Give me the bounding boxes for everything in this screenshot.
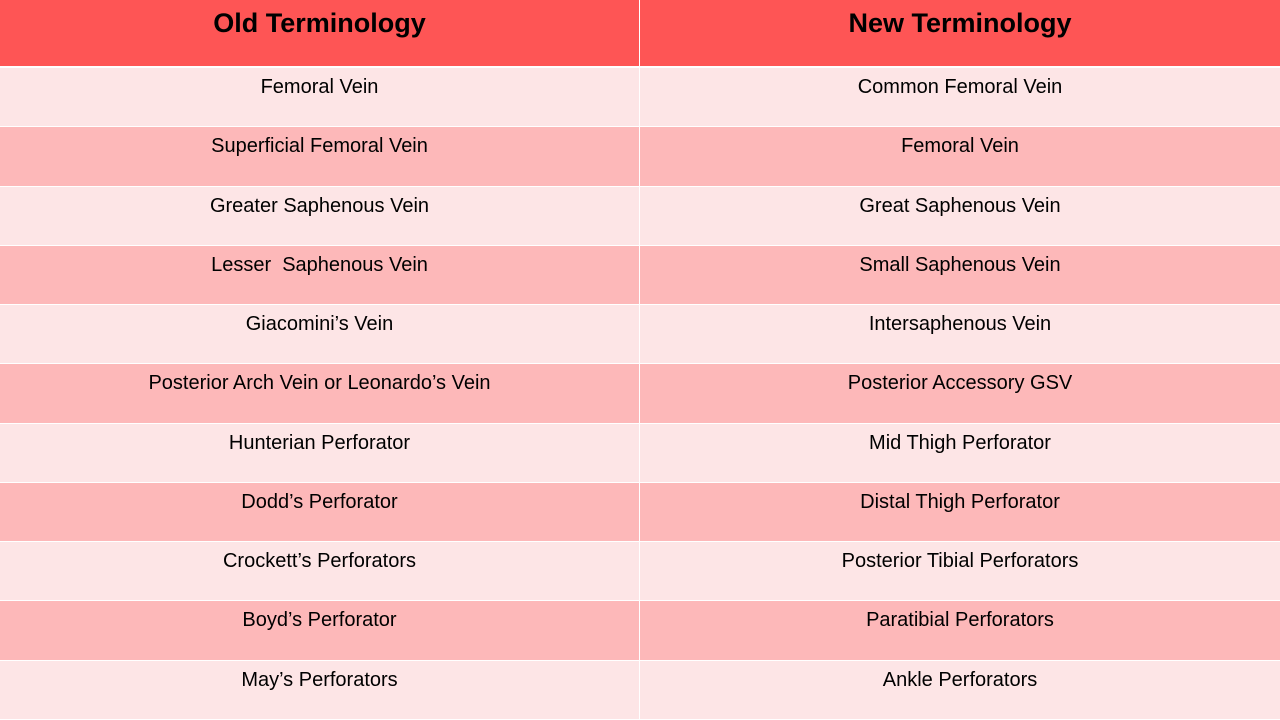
old-term-cell: Posterior Arch Vein or Leonardo’s Vein (0, 364, 640, 423)
old-term-cell: Dodd’s Perforator (0, 483, 640, 542)
new-term-cell: Posterior Accessory GSV (640, 364, 1280, 423)
old-term-cell: May’s Perforators (0, 661, 640, 720)
new-term-cell: Mid Thigh Perforator (640, 424, 1280, 483)
new-term-cell: Great Saphenous Vein (640, 187, 1280, 246)
old-term-cell: Greater Saphenous Vein (0, 187, 640, 246)
header-old-terminology: Old Terminology (0, 0, 640, 68)
new-term-cell: Intersaphenous Vein (640, 305, 1280, 364)
new-term-cell: Ankle Perforators (640, 661, 1280, 720)
old-term-cell: Boyd’s Perforator (0, 601, 640, 660)
old-term-cell: Crockett’s Perforators (0, 542, 640, 601)
new-term-cell: Femoral Vein (640, 127, 1280, 186)
old-term-cell: Femoral Vein (0, 68, 640, 127)
old-term-cell: Superficial Femoral Vein (0, 127, 640, 186)
old-term-cell: Hunterian Perforator (0, 424, 640, 483)
header-new-terminology: New Terminology (640, 0, 1280, 68)
new-term-cell: Common Femoral Vein (640, 68, 1280, 127)
new-term-cell: Small Saphenous Vein (640, 246, 1280, 305)
old-term-cell: Lesser Saphenous Vein (0, 246, 640, 305)
old-term-cell: Giacomini’s Vein (0, 305, 640, 364)
new-term-cell: Posterior Tibial Perforators (640, 542, 1280, 601)
new-term-cell: Paratibial Perforators (640, 601, 1280, 660)
new-term-cell: Distal Thigh Perforator (640, 483, 1280, 542)
